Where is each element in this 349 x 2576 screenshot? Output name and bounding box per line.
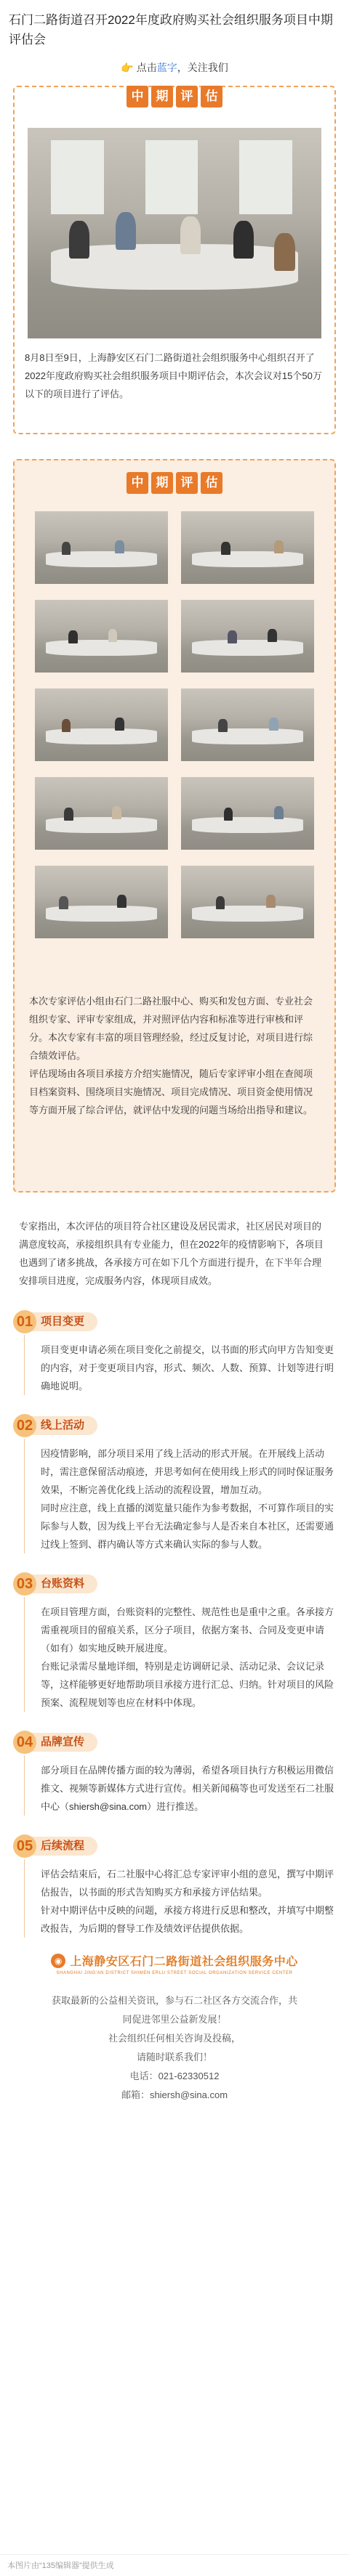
footer-line: 请随时联系我们！ xyxy=(136,2052,212,2063)
summary-paragraph: 专家指出，本次评估的项目符合社区建设及居民需求，社区居民对项目的满意度较高，承接组织具有专业能力，但在2022年的疫情影响下，各项目也遇到了诸多挑战，各承接方可在如下几个方面进行提升，在下半年合理安排项目进度，完成服务内容，体现项目成效。 xyxy=(19,1221,324,1286)
badge-char: 评 xyxy=(176,472,198,494)
section-header xyxy=(13,1833,336,1859)
meeting-photo-main[interactable] xyxy=(28,128,321,338)
intro-frame xyxy=(13,86,336,434)
badge-midterm-eval-2 xyxy=(127,472,222,494)
section-header xyxy=(13,1309,336,1335)
badge-char: 估 xyxy=(201,472,222,494)
org-logo xyxy=(0,1952,349,1975)
footer-contact xyxy=(0,1991,349,2105)
intro-paragraph: 8月8日至9日，上海静安区石门二路街道社会组织服务中心组织召开了2022年度政府购买社会组织服务项目中期评估会，本次会议对15个50万以下的项目进行了评估。 xyxy=(25,352,322,399)
meeting-photo[interactable] xyxy=(181,777,314,850)
org-logo-icon: ◉ xyxy=(51,1954,65,1968)
section-heading: 品牌宣传 xyxy=(31,1733,97,1752)
org-name-en: SHANGHAI JING'AN DISTRICT SHIMEN ERLU STREET SOCIAL ORGANIZATION SERVICE CENTER xyxy=(56,1971,293,1975)
panel-text xyxy=(29,992,320,1119)
badge-char: 中 xyxy=(127,472,148,494)
section-heading: 项目变更 xyxy=(31,1312,97,1331)
section-paragraph: 项目变更申请必须在项目变化之前提交，以书面的形式向甲方告知变更的内容，对于变更项目内容，形式、频次、人数、预算、计划等进行明确地说明。 xyxy=(41,1344,334,1391)
section-item xyxy=(13,1571,336,1712)
section-header xyxy=(13,1413,336,1439)
section-item xyxy=(13,1729,336,1816)
meeting-photo[interactable] xyxy=(35,866,168,938)
panel-paragraph-2: 评估现场由各项目承接方介绍实施情况，随后专家评审小组在查阅项目档案资料、围绕项目实施情况、项目完成情况、项目资金使用情况等方面开展了综合评估，就评估中发现的问题当场给出指导和建议。 xyxy=(29,1068,313,1116)
follow-blue-text[interactable]: 蓝字 xyxy=(156,62,177,73)
article-title: 石门二路街道召开2022年度政府购买社会组织服务项目中期评估会 xyxy=(9,13,333,46)
section-header xyxy=(13,1571,336,1597)
section-number: 01 xyxy=(13,1310,36,1333)
section-heading: 后续流程 xyxy=(31,1837,97,1856)
section-paragraph: 同时应注意，线上直播的浏览量只能作为参考数据，不可算作项目的实际参与人数，因为线上平台无法确定参与人是否来自本社区，还需要通过线上签到、群内确认等方式来确认实际的参与人数。 xyxy=(41,1503,334,1550)
section-paragraph: 部分项目在品牌传播方面的较为薄弱，希望各项目执行方积极运用微信推文、视频等新媒体方式进行宣传。相关新闻稿等也可发送至石二社服中心（shiersh@sina.com）进行推送。 xyxy=(41,1765,334,1812)
section-body xyxy=(24,1859,336,1938)
section-body xyxy=(24,1335,336,1395)
meeting-photo[interactable] xyxy=(35,600,168,673)
panel-paragraph-1: 本次专家评估小组由石门二路社服中心、购买和发包方面、专业社会组织专家、评审专家组成，并对照评估内容和标准等进行审核和评分。本次专家有丰富的项目管理经验，经过反复讨论，对项目进行综合绩效评估。 xyxy=(29,996,313,1061)
section-header xyxy=(13,1729,336,1755)
meeting-photo[interactable] xyxy=(181,511,314,584)
bottom-credit-bar: 本图片由“135编辑器”提供生成 xyxy=(0,2554,349,2576)
follow-prefix: 点击 xyxy=(136,62,157,73)
follow-prompt[interactable] xyxy=(0,60,349,76)
photo-grid xyxy=(15,511,334,938)
follow-suffix: ，关注我们 xyxy=(177,62,228,73)
footer-line: 获取最新的公益相关资讯，参与石二社区各方交流合作，共 xyxy=(51,1995,297,2006)
org-name-cn: 上海静安区石门二路街道社会组织服务中心 xyxy=(70,1956,298,1968)
meeting-photo[interactable] xyxy=(35,688,168,761)
footer-line: 同促进邻里公益新发展！ xyxy=(122,2014,227,2025)
section-paragraph: 评估会结束后，石二社服中心将汇总专家评审小组的意见，撰写中期评估报告，以书面的形式告知购买方和承接方评估结果。 xyxy=(41,1869,334,1898)
meeting-photo[interactable] xyxy=(181,600,314,673)
footer-email[interactable]: 邮箱：shiersh@sina.com xyxy=(121,2089,228,2100)
section-paragraph: 针对中期评估中反映的问题，承接方将进行反思和整改，并填写中期整改报告，为后期的督导工作及绩效评估提供依据。 xyxy=(41,1905,334,1934)
section-paragraph: 台账记录需尽量地详细，特别是走访调研记录、活动记录、会议记录等，这样能够更好地帮助项目承接方进行汇总、归纳。针对项目的风险预案、流程规划等也应在材料中体现。 xyxy=(41,1661,334,1708)
photo-grid-frame xyxy=(13,459,336,1192)
section-item xyxy=(13,1413,336,1553)
section-number: 04 xyxy=(13,1731,36,1754)
meeting-photo[interactable] xyxy=(181,866,314,938)
section-paragraph: 在项目管理方面，台账资料的完整性、规范性也是重中之重。各承接方需重视项目的留痕关系，区分子项目，依据方案书、合同及变更申请（如有）如实地反映开展进度。 xyxy=(41,1606,334,1654)
footer-phone[interactable]: 电话：021-62330512 xyxy=(129,2071,220,2081)
meeting-photo[interactable] xyxy=(35,511,168,584)
badge-char: 评 xyxy=(176,86,198,107)
badge-char: 中 xyxy=(127,86,148,107)
section-heading: 线上活动 xyxy=(31,1416,97,1435)
section-item xyxy=(13,1309,336,1395)
section-number: 03 xyxy=(13,1572,36,1596)
section-number: 02 xyxy=(13,1414,36,1437)
pointing-hand-icon: 👉 xyxy=(121,62,134,73)
meeting-photo[interactable] xyxy=(181,688,314,761)
section-body xyxy=(24,1597,336,1712)
badge-char: 估 xyxy=(201,86,222,107)
badge-char: 期 xyxy=(151,86,173,107)
footer-line: 社会组织任何相关咨询及投稿， xyxy=(108,2033,241,2044)
section-heading: 台账资料 xyxy=(31,1575,97,1593)
section-item xyxy=(13,1833,336,1938)
section-body xyxy=(24,1755,336,1816)
section-body xyxy=(24,1439,336,1553)
meeting-photo[interactable] xyxy=(35,777,168,850)
sections-list xyxy=(0,1309,349,1938)
section-paragraph: 因疫情影响，部分项目采用了线上活动的形式开展。在开展线上活动时，需注意保留活动痕迹，并思考如何在使用线上形式的同时保证服务效果，不断完善优化线上活动的流程设置，增加互动。 xyxy=(41,1448,334,1495)
badge-midterm-eval xyxy=(127,86,222,107)
section-number: 05 xyxy=(13,1835,36,1858)
badge-char: 期 xyxy=(151,472,173,494)
